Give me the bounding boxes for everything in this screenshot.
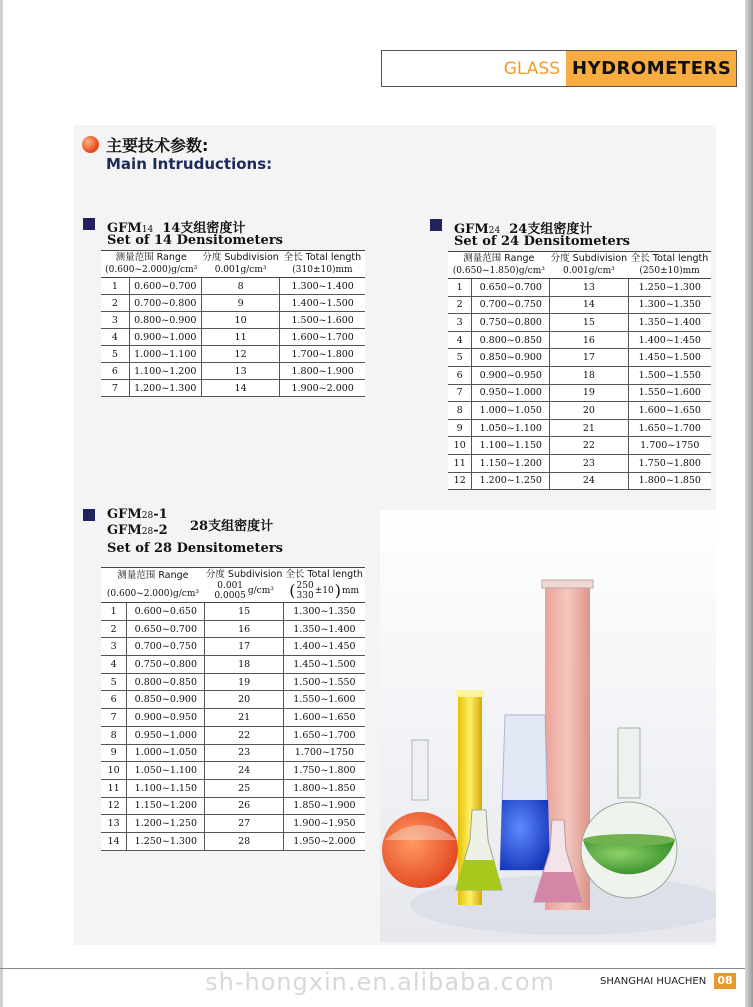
range-cell: 1.050~1.100 (472, 419, 550, 437)
range-cell: 0.800~0.850 (127, 673, 205, 691)
range-cell: 0.650~0.700 (127, 620, 205, 638)
table-row (101, 620, 365, 638)
range-cell: 1.800~1.900 (280, 363, 365, 380)
row-no: 22 (205, 726, 283, 744)
range-cell: 0.900~1.000 (129, 329, 201, 346)
set28-subtitle: Set of 28 Densitometers (107, 541, 283, 556)
range-cell: 1.700~1.800 (280, 346, 365, 363)
table-row (101, 815, 365, 833)
table-row (448, 349, 711, 367)
row-no: 10 (201, 312, 279, 329)
range-cell: 0.850~0.900 (127, 691, 205, 709)
set24-len-header: 全长 Total length (250±10)mm (628, 252, 711, 279)
row-no: 11 (201, 329, 279, 346)
row-no: 3 (101, 638, 127, 656)
range-cell: 0.700~0.750 (472, 296, 550, 314)
set28-range-header: 测量范围 Range (0.600~2.000)g/cm³ (101, 568, 205, 603)
range-cell: 1.750~1.800 (628, 454, 711, 472)
set24-sub-header: 分度 Subdivision 0.001g/cm³ (550, 252, 628, 279)
set24-subtitle: Set of 24 Densitometers (454, 234, 630, 249)
range-cell: 1.200~1.250 (127, 815, 205, 833)
row-no: 7 (101, 709, 127, 727)
row-no: 3 (101, 312, 129, 329)
row-no: 8 (448, 402, 472, 420)
set28-model-2: GFM28-2 (107, 523, 168, 538)
range-cell: 1.600~1.700 (280, 329, 365, 346)
row-no: 14 (201, 380, 279, 397)
range-cell: 1.000~1.050 (127, 744, 205, 762)
row-no: 17 (550, 349, 628, 367)
header-glass: GLASS (382, 51, 566, 86)
row-no: 6 (101, 691, 127, 709)
range-cell: 0.800~0.900 (129, 312, 201, 329)
row-no: 19 (205, 673, 283, 691)
table-row (101, 726, 365, 744)
table-row (101, 346, 365, 363)
row-no: 21 (550, 419, 628, 437)
row-no: 24 (205, 762, 283, 780)
row-no: 15 (550, 314, 628, 332)
table-row (448, 384, 711, 402)
row-no: 9 (201, 295, 279, 312)
range-cell: 1.450~1.500 (628, 349, 711, 367)
range-cell: 1.100~1.150 (127, 779, 205, 797)
range-cell: 1.700~1750 (283, 744, 365, 762)
table-row (101, 673, 365, 691)
row-no: 12 (101, 797, 127, 815)
table-row (448, 454, 711, 472)
range-cell: 1.850~1.900 (283, 797, 365, 815)
set28-table (101, 567, 365, 851)
row-no: 18 (550, 366, 628, 384)
row-no: 24 (550, 472, 628, 490)
range-cell: 1.950~2.000 (283, 832, 365, 850)
square-bullet-icon (83, 218, 95, 230)
table-row (101, 797, 365, 815)
range-cell: 0.800~0.850 (472, 331, 550, 349)
row-no: 11 (448, 454, 472, 472)
range-cell: 1.200~1.250 (472, 472, 550, 490)
table-row (101, 779, 365, 797)
range-cell: 0.700~0.800 (129, 295, 201, 312)
range-cell: 1.700~1750 (628, 437, 711, 455)
range-cell: 1.400~1.500 (280, 295, 365, 312)
row-no: 9 (448, 419, 472, 437)
table-row (101, 363, 365, 380)
watermark: sh-hongxin.en.alibaba.com (205, 968, 555, 996)
row-no: 11 (101, 779, 127, 797)
range-cell: 1.900~1.950 (283, 815, 365, 833)
row-no: 7 (101, 380, 129, 397)
table-row (448, 296, 711, 314)
table-row (448, 437, 711, 455)
row-no: 5 (101, 346, 129, 363)
row-no: 22 (550, 437, 628, 455)
range-cell: 0.700~0.750 (127, 638, 205, 656)
row-no: 13 (550, 279, 628, 297)
range-cell: 0.950~1.000 (472, 384, 550, 402)
range-cell: 1.100~1.200 (129, 363, 201, 380)
set14-table (101, 250, 365, 397)
row-no: 28 (205, 832, 283, 850)
set28-len-header: 全长 Total length ( 250 330 ±10 ) mm (283, 568, 365, 603)
table-row (448, 419, 711, 437)
row-no: 10 (101, 762, 127, 780)
table-row (448, 331, 711, 349)
range-cell: 1.750~1.800 (283, 762, 365, 780)
page-edge-left (0, 0, 3, 1007)
row-no: 16 (205, 620, 283, 638)
row-no: 2 (101, 620, 127, 638)
header-banner (381, 50, 737, 87)
range-cell: 1.150~1.200 (127, 797, 205, 815)
range-cell: 1.500~1.550 (628, 366, 711, 384)
table-row (101, 709, 365, 727)
set14-subtitle: Set of 14 Densitometers (107, 233, 283, 248)
row-no: 2 (448, 296, 472, 314)
range-cell: 1.800~1.850 (283, 779, 365, 797)
range-cell: 1.500~1.550 (283, 673, 365, 691)
range-cell: 1.650~1.700 (628, 419, 711, 437)
set24-range-header: 测量范围 Range (0.650~1.850)g/cm³ (448, 252, 550, 279)
row-no: 25 (205, 779, 283, 797)
range-cell: 1.600~1.650 (628, 402, 711, 420)
range-cell: 0.600~0.650 (127, 603, 205, 621)
range-cell: 1.800~1.850 (628, 472, 711, 490)
row-no: 5 (101, 673, 127, 691)
range-cell: 1.650~1.700 (283, 726, 365, 744)
table-row (448, 472, 711, 490)
set14-range-header: 测量范围 Range (0.600~2.000)g/cm³ (101, 251, 201, 278)
square-bullet-icon (430, 219, 442, 231)
row-no: 13 (201, 363, 279, 380)
range-cell: 1.150~1.200 (472, 454, 550, 472)
range-cell: 0.900~0.950 (472, 366, 550, 384)
range-cell: 1.300~1.400 (280, 278, 365, 295)
range-cell: 0.950~1.000 (127, 726, 205, 744)
table-row (101, 832, 365, 850)
table-row (101, 656, 365, 674)
range-cell: 1.400~1.450 (283, 638, 365, 656)
range-cell: 1.250~1.300 (628, 279, 711, 297)
row-no: 20 (550, 402, 628, 420)
orange-bullet-icon (82, 136, 99, 153)
page-number: 08 (714, 973, 736, 989)
range-cell: 0.650~0.700 (472, 279, 550, 297)
table-row (448, 366, 711, 384)
row-no: 8 (101, 726, 127, 744)
page-edge-right (745, 0, 753, 1007)
header-title: HYDROMETERS (566, 51, 736, 86)
range-cell: 1.500~1.600 (280, 312, 365, 329)
row-no: 8 (201, 278, 279, 295)
range-cell: 1.200~1.300 (129, 380, 201, 397)
range-cell: 1.550~1.600 (628, 384, 711, 402)
row-no: 26 (205, 797, 283, 815)
range-cell: 1.050~1.100 (127, 762, 205, 780)
range-cell: 1.600~1.650 (283, 709, 365, 727)
row-no: 1 (101, 603, 127, 621)
intro-title-en: Main Intruductions: (106, 155, 273, 173)
range-cell: 1.450~1.500 (283, 656, 365, 674)
set24-title: GFM24 24支组密度计 (454, 222, 593, 237)
range-cell: 0.750~0.800 (127, 656, 205, 674)
range-cell: 0.600~0.700 (129, 278, 201, 295)
row-no: 12 (201, 346, 279, 363)
range-cell: 1.350~1.400 (628, 314, 711, 332)
row-no: 4 (101, 656, 127, 674)
set14-title: GFM14 14支组密度计 (107, 221, 246, 236)
range-cell: 1.250~1.300 (127, 832, 205, 850)
set24-table (448, 251, 711, 490)
row-no: 4 (448, 331, 472, 349)
row-no: 7 (448, 384, 472, 402)
row-no: 16 (550, 331, 628, 349)
set28-title-cn: 28支组密度计 (190, 519, 274, 534)
row-no: 15 (205, 603, 283, 621)
set14-len-header: 全长 Total length (310±10)mm (280, 251, 365, 278)
table-row (101, 380, 365, 397)
row-no: 23 (205, 744, 283, 762)
table-row (101, 312, 365, 329)
range-cell: 0.850~0.900 (472, 349, 550, 367)
glassware-photo (380, 510, 716, 942)
row-no: 4 (101, 329, 129, 346)
table-row (448, 279, 711, 297)
table-row (101, 329, 365, 346)
intro-title-cn: 主要技术参数: (106, 136, 209, 155)
glassware-illustration (380, 510, 716, 942)
table-row (101, 603, 365, 621)
row-no: 21 (205, 709, 283, 727)
square-bullet-icon (83, 509, 95, 521)
row-no: 23 (550, 454, 628, 472)
row-no: 3 (448, 314, 472, 332)
table-row (101, 744, 365, 762)
row-no: 6 (101, 363, 129, 380)
row-no: 1 (101, 278, 129, 295)
set14-sub-header: 分度 Subdivision 0.001g/cm³ (201, 251, 279, 278)
range-cell: 1.300~1.350 (628, 296, 711, 314)
range-cell: 1.100~1.150 (472, 437, 550, 455)
range-cell: 1.400~1.450 (628, 331, 711, 349)
table-row (101, 278, 365, 295)
row-no: 1 (448, 279, 472, 297)
range-cell: 0.900~0.950 (127, 709, 205, 727)
set28-model-1: GFM28-1 (107, 507, 168, 522)
range-cell: 1.350~1.400 (283, 620, 365, 638)
row-no: 12 (448, 472, 472, 490)
range-cell: 1.000~1.100 (129, 346, 201, 363)
row-no: 17 (205, 638, 283, 656)
table-row (101, 691, 365, 709)
table-row (101, 762, 365, 780)
row-no: 5 (448, 349, 472, 367)
row-no: 19 (550, 384, 628, 402)
table-row (101, 638, 365, 656)
footer-company: SHANGHAI HUACHEN (600, 976, 707, 987)
row-no: 10 (448, 437, 472, 455)
row-no: 18 (205, 656, 283, 674)
table-row (448, 402, 711, 420)
row-no: 14 (550, 296, 628, 314)
row-no: 6 (448, 366, 472, 384)
range-cell: 1.900~2.000 (280, 380, 365, 397)
set28-sub-header: 分度 Subdivision 0.001 0.0005 g/cm³ (205, 569, 283, 601)
range-cell: 1.300~1.350 (283, 603, 365, 621)
row-no: 9 (101, 744, 127, 762)
row-no: 27 (205, 815, 283, 833)
range-cell: 1.550~1.600 (283, 691, 365, 709)
range-cell: 1.000~1.050 (472, 402, 550, 420)
row-no: 14 (101, 832, 127, 850)
table-row (101, 295, 365, 312)
row-no: 13 (101, 815, 127, 833)
row-no: 20 (205, 691, 283, 709)
range-cell: 0.750~0.800 (472, 314, 550, 332)
row-no: 2 (101, 295, 129, 312)
table-row (448, 314, 711, 332)
